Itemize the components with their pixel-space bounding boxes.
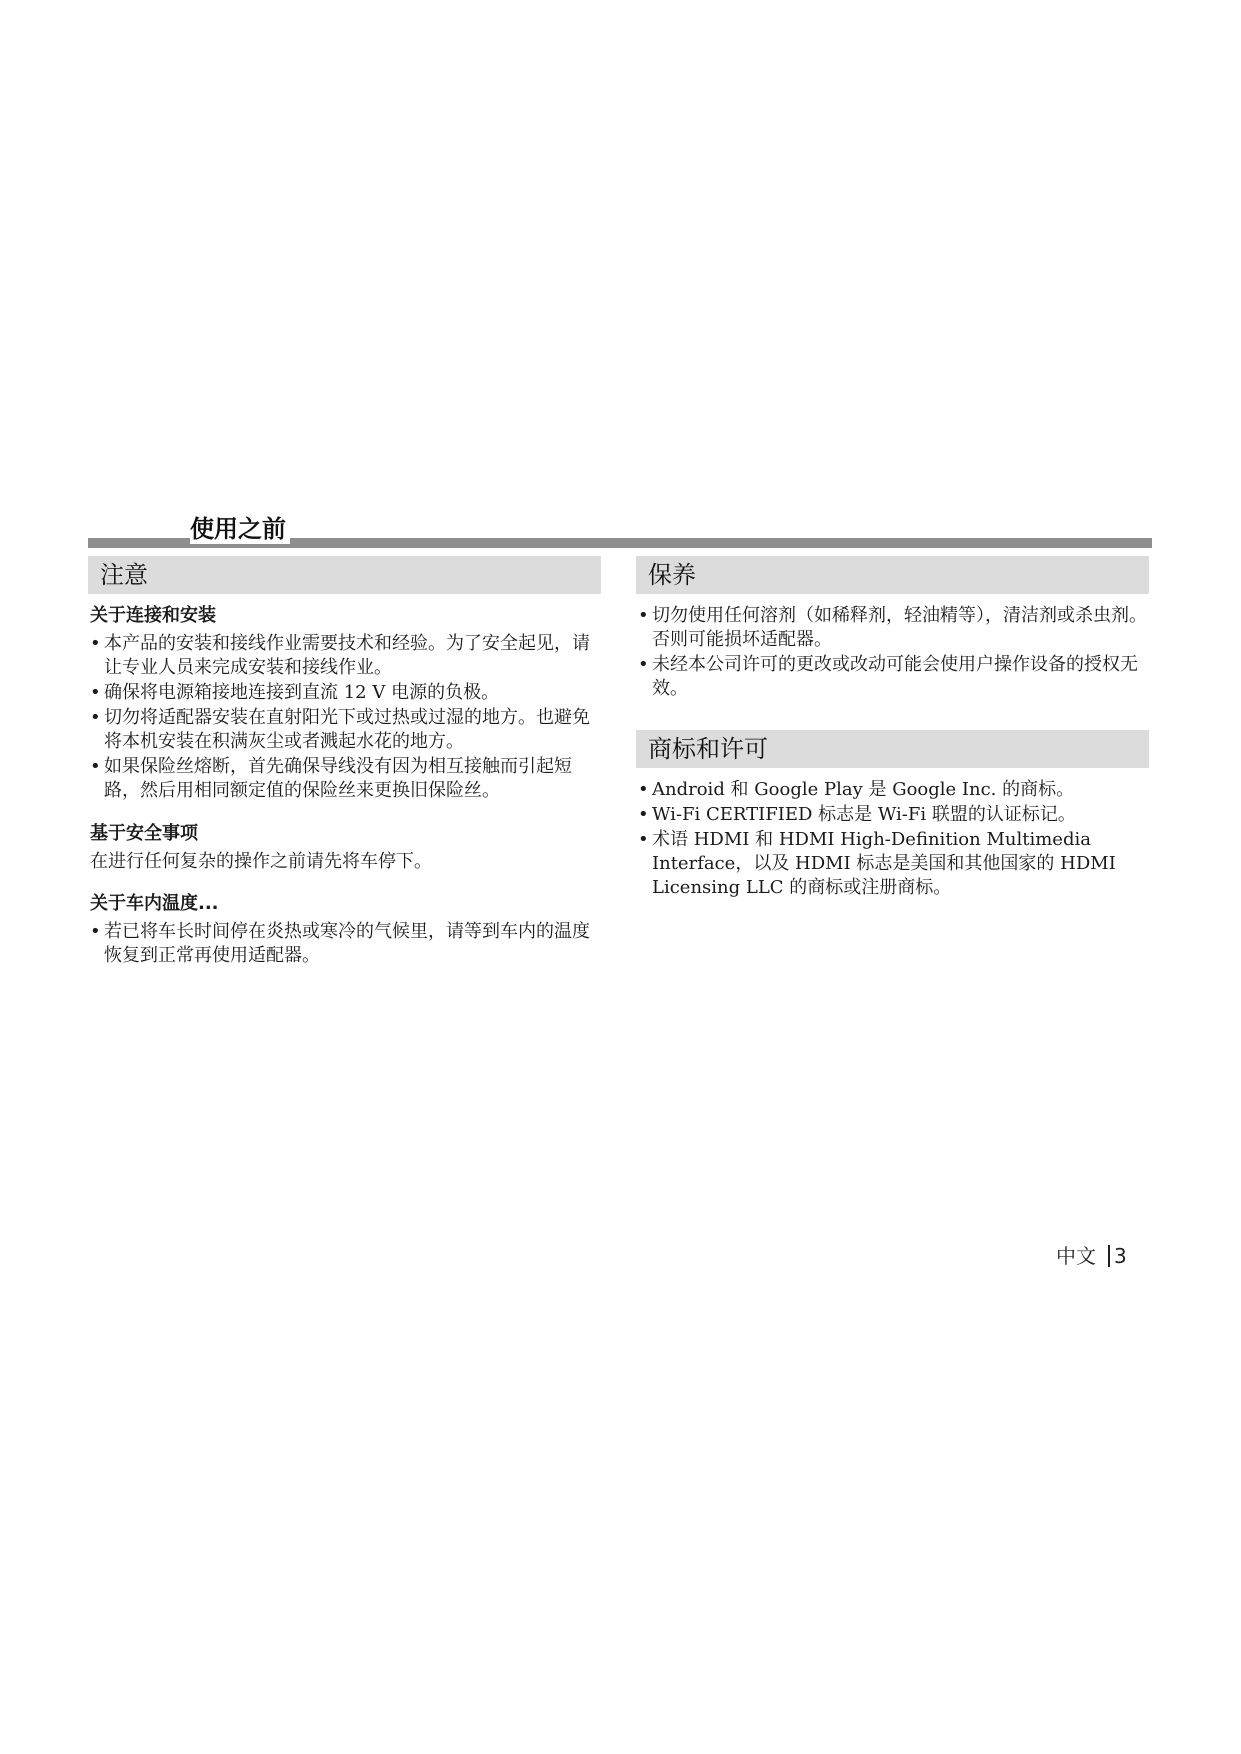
left-column [88, 556, 601, 969]
temperature-list [88, 920, 601, 968]
trademarks-list [636, 778, 1149, 900]
list-item: • 如果保险丝熔断，首先确保导线没有因为相互接触而引起短路，然后用相同额定值的保险丝来更换旧保险丝。 [90, 756, 572, 801]
list-item: • Wi-Fi CERTIFIED 标志是 Wi-Fi 联盟的认证标记。 [638, 804, 1076, 825]
list-item: • 术语 HDMI 和 HDMI High-Definition Multimedia Interface，以及 HDMI 标志是美国和其他国家的 HDMI Licensing LLC 的商标或注册商标。 [638, 829, 1116, 898]
subheading-connection-install: 关于连接和安装 [90, 605, 216, 626]
maintenance-list [636, 604, 1149, 701]
list-item: • 未经本公司许可的更改或改动可能会使用户操作设备的授权无效。 [638, 654, 1138, 699]
list-item: • 切勿将适配器安装在直射阳光下或过热或过湿的地方。也避免将本机安装在积满灰尘或者溅起水花的地方。 [90, 707, 590, 752]
page-header [88, 514, 1152, 548]
subheading-safety: 基于安全事项 [90, 823, 198, 844]
footer-language: 中文 [1056, 1244, 1096, 1268]
list-item: • 确保将电源箱接地连接到直流 12 V 电源的负极。 [90, 682, 500, 703]
subheading-temperature: 关于车内温度... [90, 893, 219, 914]
page-footer [1056, 1240, 1127, 1269]
safety-text: 在进行任何复杂的操作之前请先将车停下。 [90, 851, 432, 872]
section-title-caution: 注意 [88, 556, 601, 594]
right-column [636, 556, 1149, 901]
page-number: 3 [1114, 1244, 1127, 1268]
list-item: • Android 和 Google Play 是 Google Inc. 的商标。 [638, 779, 1075, 800]
section-title-trademarks: 商标和许可 [636, 730, 1149, 768]
list-item: • 若已将车长时间停在炎热或寒冷的气候里，请等到车内的温度恢复到正常再使用适配器。 [90, 921, 590, 966]
connection-install-list [88, 632, 601, 803]
section-title-maintenance: 保养 [636, 556, 1149, 594]
list-item: • 切勿使用任何溶剂（如稀释剂，轻油精等），清洁剂或杀虫剂。否则可能损坏适配器。 [638, 605, 1147, 650]
page-title: 使用之前 [190, 514, 290, 544]
footer-separator [1108, 1245, 1110, 1267]
list-item: • 本产品的安装和接线作业需要技术和经验。为了安全起见，请让专业人员来完成安装和接线作业。 [90, 633, 590, 678]
